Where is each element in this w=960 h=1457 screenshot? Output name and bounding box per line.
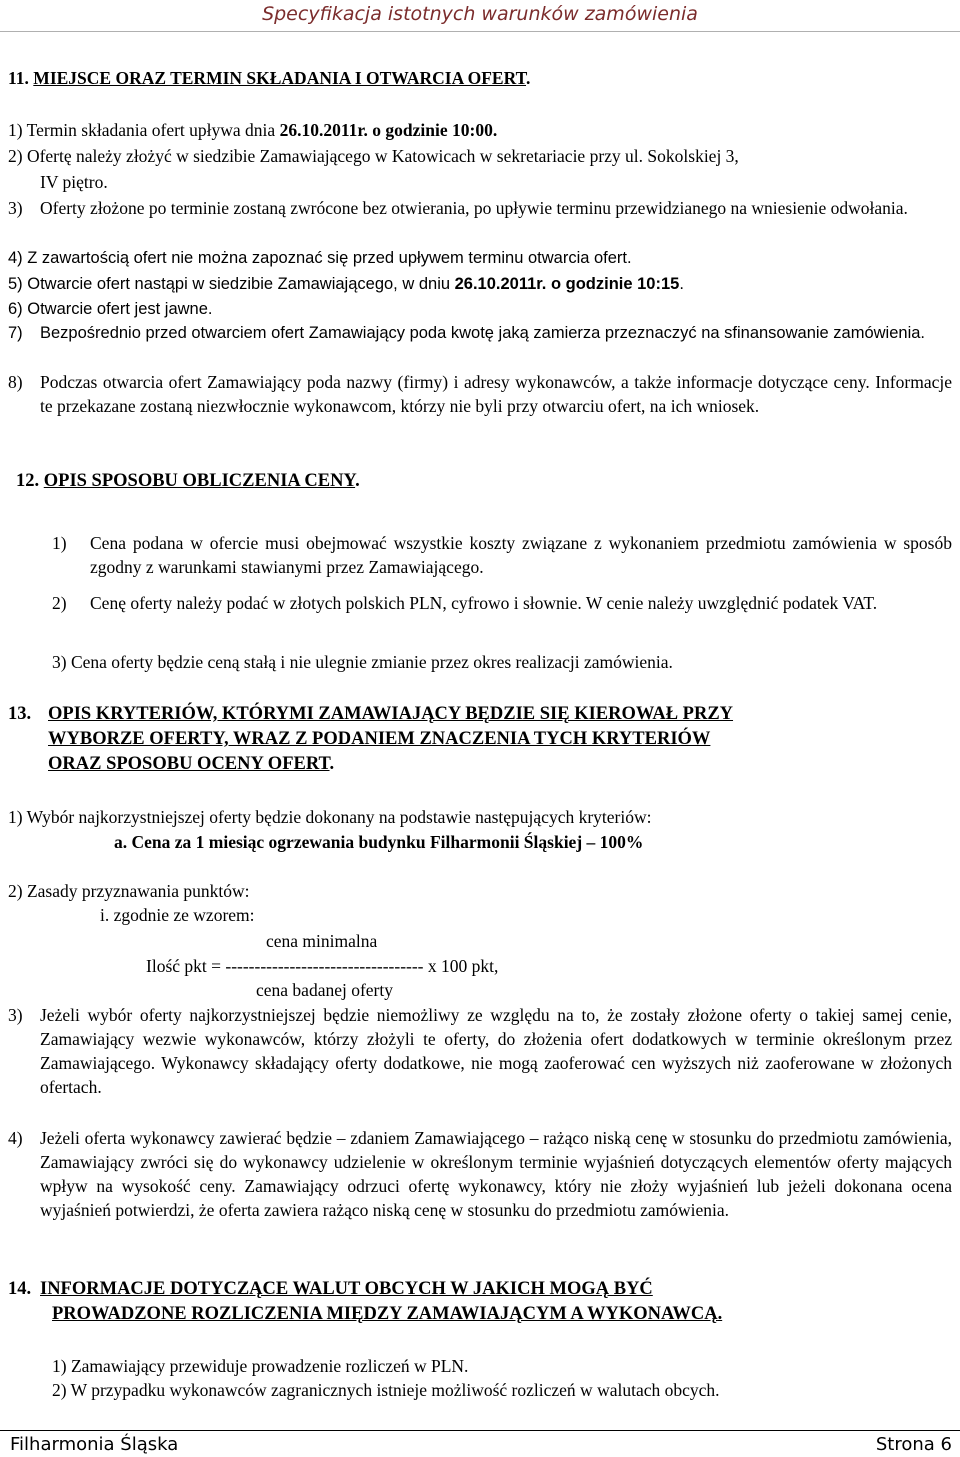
s11-item-2-cont: IV piętro. xyxy=(40,172,108,192)
s12-item-2-number: 2) xyxy=(52,593,67,613)
page-header xyxy=(0,0,960,32)
s13-item-2-sub: i. zgodnie ze wzorem: xyxy=(100,905,255,925)
section-13-title-line-3: ORAZ SPOSOBU OCENY OFERT. xyxy=(48,754,335,774)
page-footer xyxy=(0,1430,960,1457)
s11-item-3: Oferty złożone po terminie zostaną zwrócone bez otwierania, po upływie terminu przewidzianego na wniesienie odwołania. xyxy=(40,198,908,218)
s11-item-3-number: 3) xyxy=(8,198,23,218)
s11-item-2: 2) Ofertę należy złożyć w siedzibie Zamawiającego w Katowicach w sekretariacie przy ul. Sokolskiej 3, xyxy=(8,146,739,166)
s11-item-7: Bezpośrednio przed otwarciem ofert Zamawiający poda kwotę jaką zamierza przeznaczyć na sfinansowanie zamówienia. xyxy=(40,324,926,342)
section-12-heading: 12. OPIS SPOSOBU OBLICZENIA CENY. xyxy=(16,471,360,491)
s11-item-5-date: 26.10.2011r. o godzinie 10:15 xyxy=(454,275,680,293)
s12-item-3: 3) Cena oferty będzie ceną stałą i nie ulegnie zmianie przez okres realizacji zamówienia. xyxy=(52,652,673,672)
s13-item-4: Jeżeli oferta wykonawcy zawierać będzie – zdaniem Zamawiającego – rażąco niską cenę w stosunku do przedmiotu zamówienia, Zamawiający zwróci się do wykonawcy udzielenie w określonym terminie wyjaśnień dotyczących elementów oferty mających wpływ na wysokość ceny. Zamawiający odrzuci ofertę wykonawcy, który nie złoży wyjaśnień lub jeżeli dokonana ocena wyjaśnień potwierdzi, że oferta zawiera rażąco niską cenę w stosunku do przedmiotu zamówienia. xyxy=(40,1128,952,1220)
s14-item-2: 2) W przypadku wykonawców zagranicznych istnieje możliwość rozliczeń w walutach obcych. xyxy=(52,1380,720,1400)
s13-item-3-number: 3) xyxy=(8,1005,23,1025)
s11-item-5-text: 5) Otwarcie ofert nastąpi w siedzibie Zamawiającego, w dniu xyxy=(8,275,455,293)
s12-item-2: Cenę oferty należy podać w złotych polskich PLN, cyfrowo i słownie. W cenie należy uwzględnić podatek VAT. xyxy=(90,593,878,613)
section-11-number: 11. xyxy=(8,68,29,88)
section-11-title: MIEJSCE ORAZ TERMIN SKŁADANIA I OTWARCIA OFERT xyxy=(33,68,527,88)
s11-item-6: 6) Otwarcie ofert jest jawne. xyxy=(8,300,213,318)
formula-denominator: cena badanej oferty xyxy=(256,980,394,1000)
s11-item-1-deadline: 26.10.2011r. o godzinie 10:00. xyxy=(279,120,498,140)
section-12-number: 12. xyxy=(16,471,40,491)
s11-item-1 xyxy=(8,118,497,142)
s11-item-7-number: 7) xyxy=(8,324,23,342)
formula-line: Ilość pkt = ---------------------------------- x 100 pkt, xyxy=(146,956,499,976)
s12-item-1-number: 1) xyxy=(52,533,67,553)
s13-item-2: 2) Zasady przyznawania punktów: xyxy=(8,881,250,901)
s11-item-1-text: 1) Termin składania ofert upływa dnia xyxy=(8,120,280,140)
s11-item-8: Podczas otwarcia ofert Zamawiający poda nazwy (firmy) i adresy wykonawców, a także informacje dotyczące ceny. Informacje te przekazane zostaną niezwłocznie wykonawcom, którzy nie byli przy otwarciu ofert, na ich wniosek. xyxy=(40,372,952,416)
s11-item-5 xyxy=(8,272,684,296)
formula-numerator: cena minimalna xyxy=(266,931,378,951)
s13-item-1: 1) Wybór najkorzystniejszej oferty będzie dokonany na podstawie następujących kryteriów: xyxy=(8,807,652,827)
section-12-title: OPIS SPOSOBU OBLICZENIA CENY xyxy=(43,471,356,491)
header-title: Specyfikacja istotnych warunków zamówienia xyxy=(262,3,698,25)
section-14-number: 14. xyxy=(8,1279,32,1299)
s12-item-1: Cena podana w ofercie musi obejmować wszystkie koszty związane z wykonaniem przedmiotu zamówienia w sposób zgodny z warunkami stawianymi przez Zamawiającego. xyxy=(90,533,952,577)
s13-item-4-number: 4) xyxy=(8,1128,23,1148)
section-11-heading: 11. MIEJSCE ORAZ TERMIN SKŁADANIA I OTWARCIA OFERT. xyxy=(8,68,531,88)
section-14-title-line-2-text: PROWADZONE ROZLICZENIA MIĘDZY ZAMAWIAJĄCYM A WYKONAWCĄ xyxy=(52,1304,718,1324)
section-13-title-line-3-text: ORAZ SPOSOBU OCENY OFERT xyxy=(48,754,330,774)
s13-criterion-a: a. Cena za 1 miesiąc ogrzewania budynku Filharmonii Śląskiej – 100% xyxy=(114,832,644,852)
s11-item-5-end: . xyxy=(679,275,684,293)
footer-page-number: Strona 6 xyxy=(875,1434,952,1455)
s11-item-8-number: 8) xyxy=(8,372,23,392)
section-14-title-line-2: PROWADZONE ROZLICZENIA MIĘDZY ZAMAWIAJĄCYM A WYKONAWCĄ. xyxy=(52,1304,723,1324)
section-13-number: 13. xyxy=(8,704,32,724)
section-13-title-line-2: WYBORZE OFERTY, WRAZ Z PODANIEM ZNACZENIA TYCH KRYTERIÓW xyxy=(48,729,711,749)
section-13-title-line-1: OPIS KRYTERIÓW, KTÓRYMI ZAMAWIAJĄCY BĘDZIE SIĘ KIEROWAŁ PRZY xyxy=(48,704,734,724)
s14-item-1: 1) Zamawiający przewiduje prowadzenie rozliczeń w PLN. xyxy=(52,1356,469,1376)
s11-item-4: 4) Z zawartością ofert nie można zapoznać się przed upływem terminu otwarcia ofert. xyxy=(8,249,632,267)
footer-organization: Filharmonia Śląska xyxy=(10,1434,179,1455)
s13-item-3: Jeżeli wybór oferty najkorzystniejszej będzie niemożliwy ze względu na to, że zostały złożone oferty o takiej samej cenie, Zamawiający wezwie wykonawców, którzy złożyli te oferty, do złożenia ofert dodatkowych w terminie określonym przez Zamawiającego. Wykonawcy składający oferty dodatkowe, nie mogą zaoferować cen wyższych niż zaoferowane w złożonych ofertach. xyxy=(40,1005,952,1097)
section-14-title-line-1: INFORMACJE DOTYCZĄCE WALUT OBCYCH W JAKICH MOGĄ BYĆ xyxy=(40,1279,653,1299)
